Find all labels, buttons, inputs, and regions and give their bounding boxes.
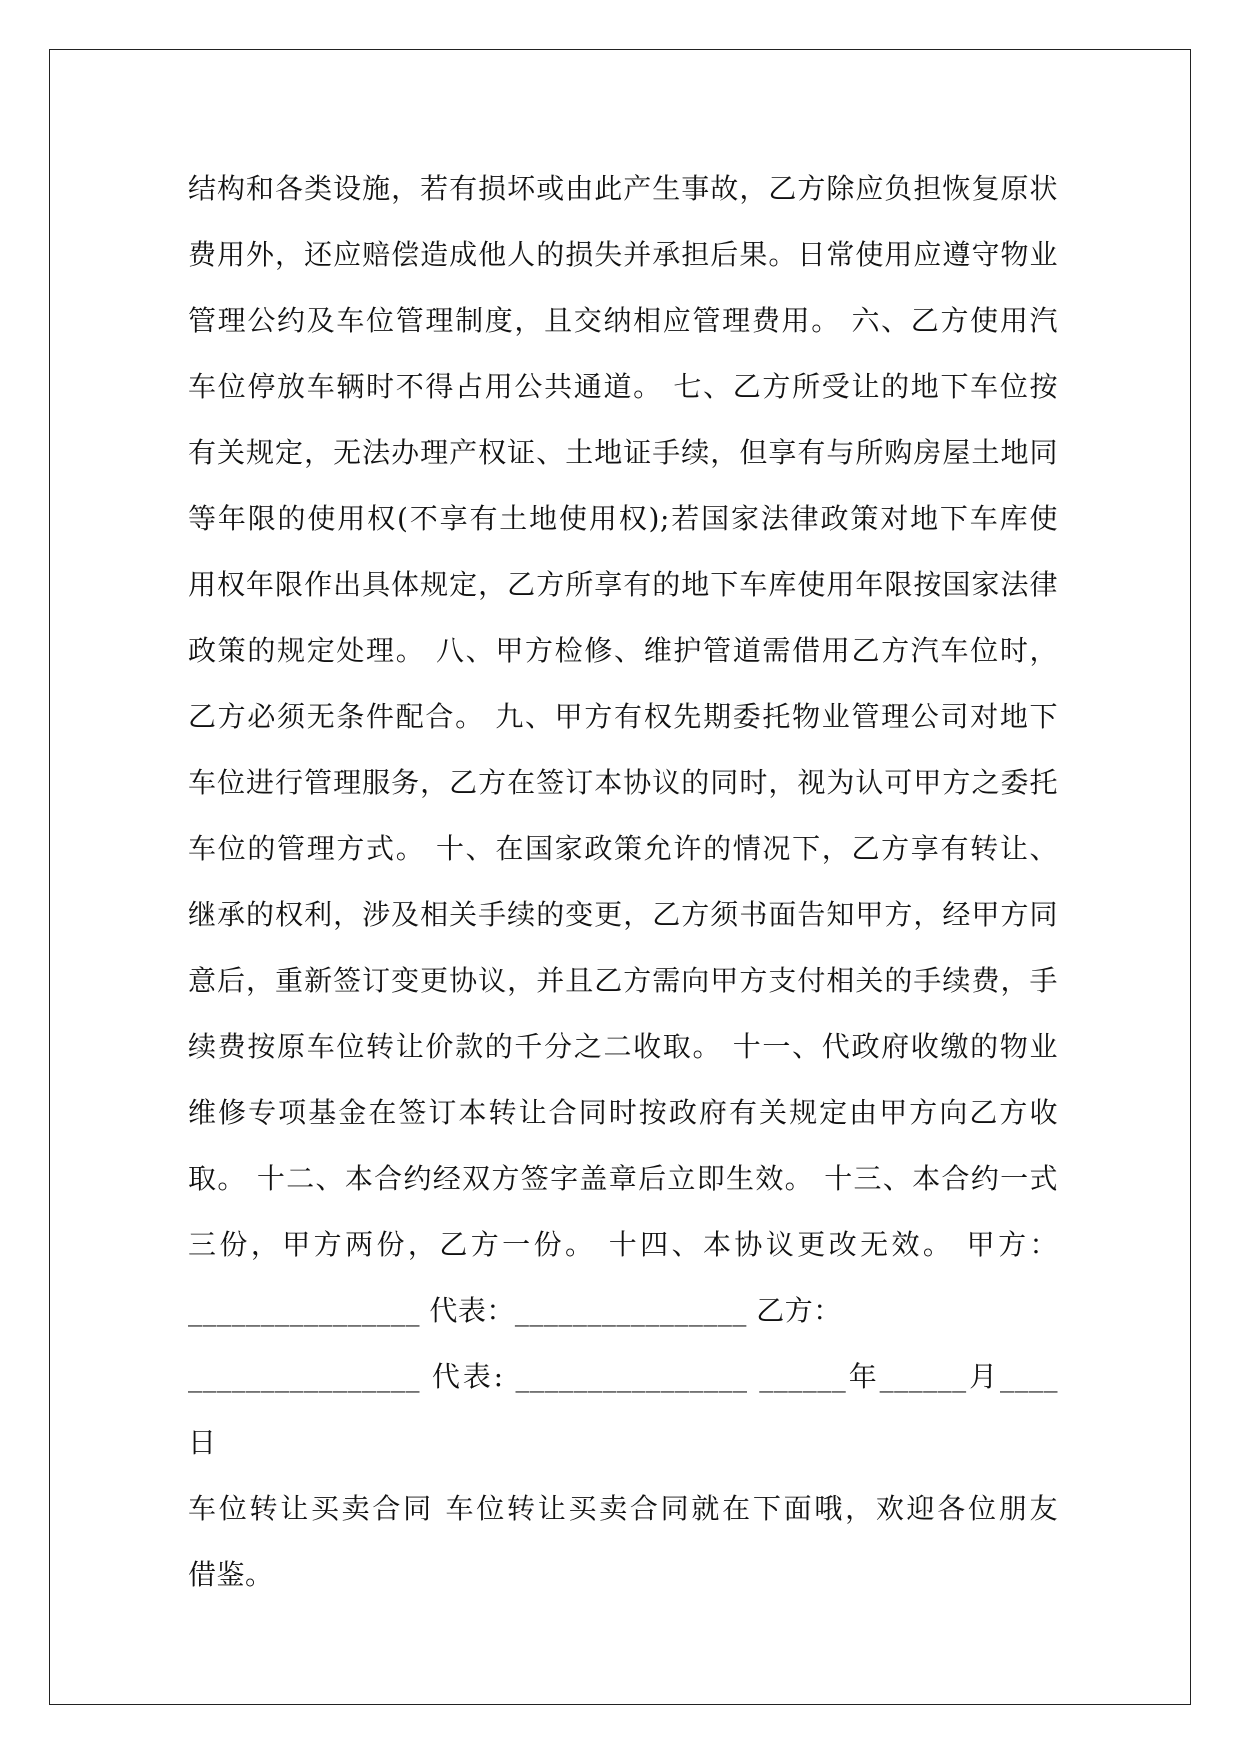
- document-body: [188, 156, 1058, 1608]
- body-line: 结构和各类设施，若有损坏或由此产生事故，乙方除应负担恢复原状: [188, 172, 1058, 205]
- body-line: 等年限的使用权(不享有土地使用权);若国家法律政策对地下车库使: [188, 502, 1058, 535]
- body-line: 续费按原车位转让价款的千分之二收取。 十一、代政府收缴的物业: [188, 1030, 1058, 1063]
- body-line: 乙方必须无条件配合。 九、甲方有权先期委托物业管理公司对地下: [188, 700, 1058, 733]
- body-line: 用权年限作出具体规定，乙方所享有的地下车库使用年限按国家法律: [188, 568, 1058, 601]
- body-line: 管理公约及车位管理制度，且交纳相应管理费用。 六、乙方使用汽: [188, 304, 1058, 337]
- body-line: 车位进行管理服务，乙方在签订本协议的同时，视为认可甲方之委托: [188, 766, 1058, 799]
- body-line: 费用外，还应赔偿造成他人的损失并承担后果。日常使用应遵守物业: [188, 238, 1058, 271]
- body-line: 维修专项基金在签订本转让合同时按政府有关规定由甲方向乙方收: [188, 1096, 1058, 1129]
- footer-line: 车位转让买卖合同 车位转让买卖合同就在下面哦，欢迎各位朋友: [188, 1492, 1058, 1525]
- signature-line-party-b-date: ________________ 代表: ________________ ______年______月____: [188, 1360, 1058, 1393]
- body-line: 三份，甲方两份，乙方一份。 十四、本协议更改无效。 甲方：: [188, 1228, 1058, 1261]
- signature-line-party-a: ________________ 代表：________________ 乙方：: [188, 1294, 842, 1327]
- body-line: 车位停放车辆时不得占用公共通道。 七、乙方所受让的地下车位按: [188, 370, 1058, 403]
- footer-line: 借鉴。: [188, 1558, 274, 1591]
- body-line: 意后，重新签订变更协议，并且乙方需向甲方支付相关的手续费，手: [188, 964, 1058, 997]
- body-line: 政策的规定处理。 八、甲方检修、维护管道需借用乙方汽车位时，: [188, 634, 1058, 667]
- body-line: 有关规定，无法办理产权证、土地证手续，但享有与所购房屋土地同: [188, 436, 1058, 469]
- date-day-label: 日: [188, 1426, 217, 1459]
- body-line: 车位的管理方式。 十、在国家政策允许的情况下，乙方享有转让、: [188, 832, 1058, 865]
- body-line: 取。 十二、本合约经双方签字盖章后立即生效。 十三、本合约一式: [188, 1162, 1058, 1195]
- body-line: 继承的权利，涉及相关手续的变更，乙方须书面告知甲方，经甲方同: [188, 898, 1058, 931]
